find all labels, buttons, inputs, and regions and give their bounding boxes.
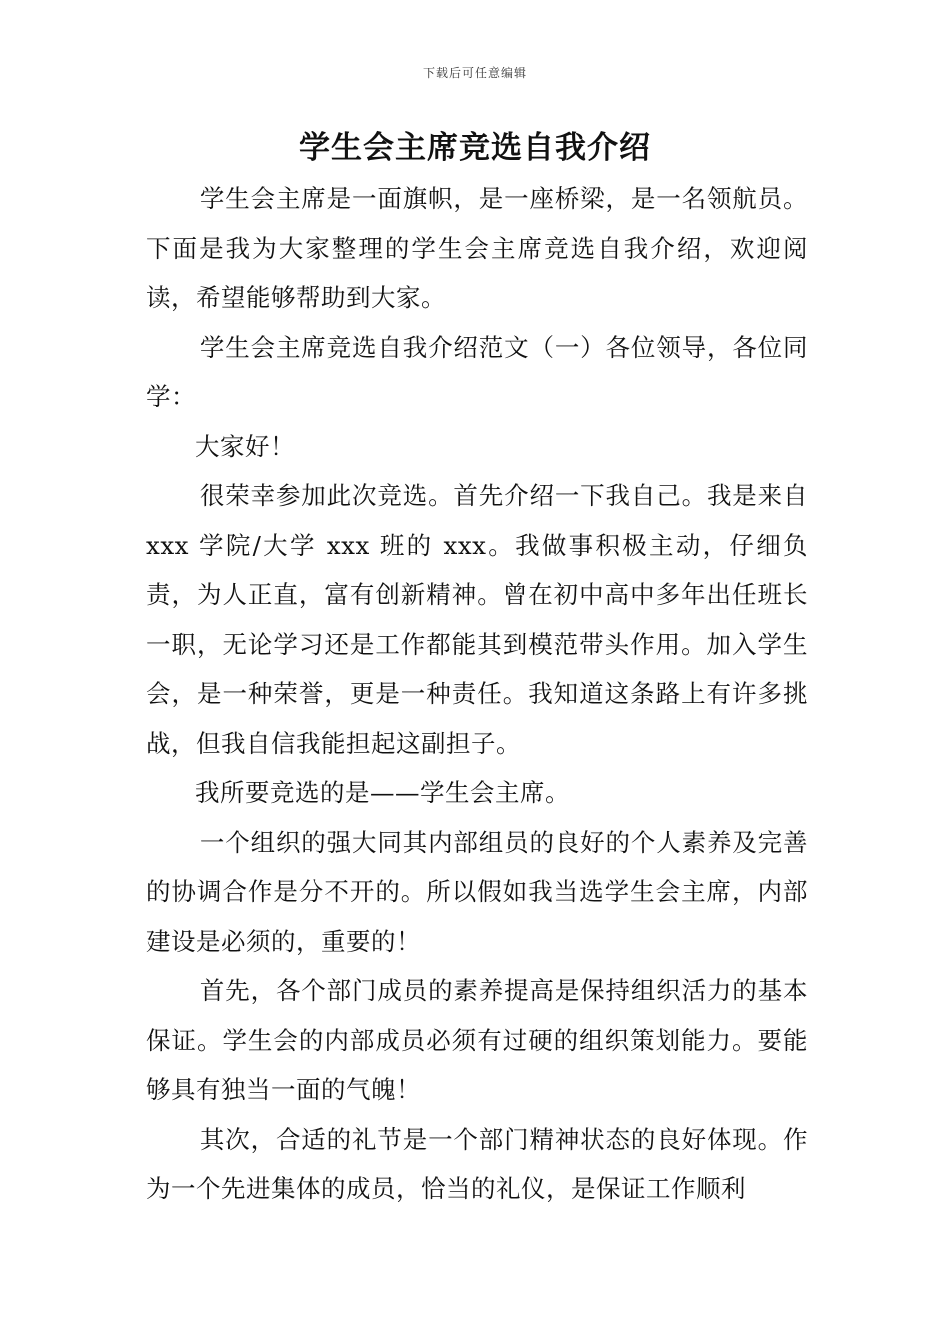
header-note: 下载后可任意编辑 — [422, 66, 527, 80]
paragraph-self-intro: 很荣幸参加此次竞选。首先介绍一下我自己。我是来自 xxx 学院/大学 xxx 班的 xxx。我做事积极主动，仔细负责，为人正直，富有创新精神。曾在初中高中多年出任班长一职，无论学习还是工作都能其到模范带头作用。加入学生会，是一种荣誉，更是一种责任。我知道这条路上有许多挑战，但我自信我能担起这副担子。 — [146, 481, 808, 758]
paragraph-second-point: 其次，合适的礼节是一个部门精神状态的良好体现。作为一个先进集体的成员，恰当的礼仪，是保证工作顺利 — [146, 1124, 808, 1203]
paragraph-organization: 一个组织的强大同其内部组员的良好的个人素养及完善的协调合作是分不开的。所以假如我当选学生会主席，内部建设是必须的，重要的！ — [146, 827, 808, 956]
document-body — [146, 174, 808, 1214]
paragraph-position: 我所要竞选的是——学生会主席。 — [195, 778, 570, 807]
paragraph-intro: 学生会主席是一面旗帜，是一座桥梁，是一名领航员。下面是我为大家整理的学生会主席竞选自我介绍，欢迎阅读，希望能够帮助到大家。 — [146, 184, 808, 312]
paragraph-first-point: 首先，各个部门成员的素养提高是保持组织活力的基本保证。学生会的内部成员必须有过硬的组织策划能力。要能够具有独当一面的气魄！ — [146, 976, 808, 1104]
paragraph-greeting-heading: 学生会主席竞选自我介绍范文（一）各位领导，各位同学： — [146, 332, 808, 411]
document-title: 学生会主席竞选自我介绍 — [299, 130, 651, 166]
paragraph-hello: 大家好！ — [195, 431, 295, 461]
